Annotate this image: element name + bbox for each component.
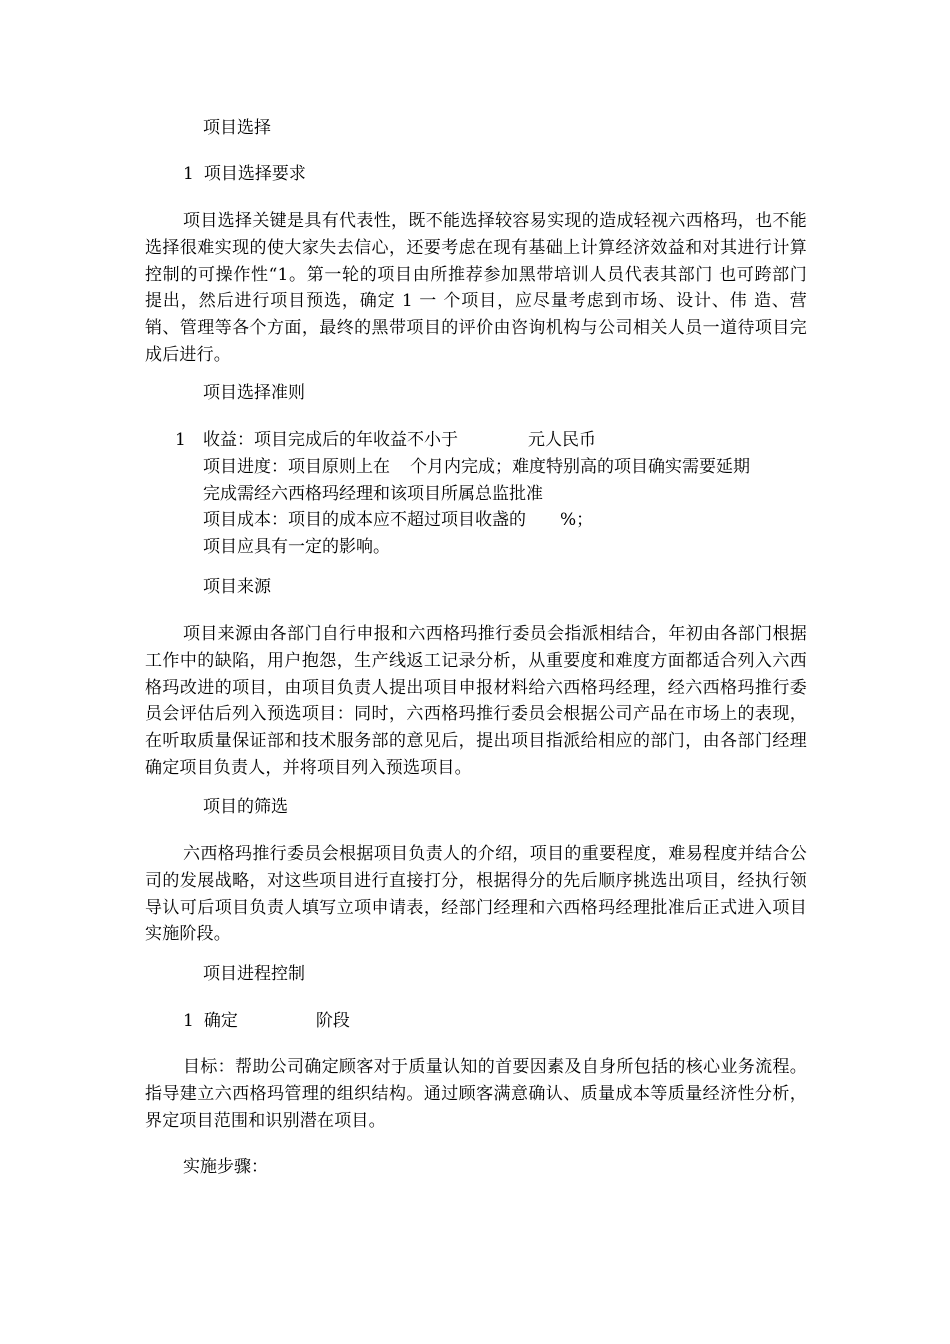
- heading-text: 确定: [203, 1011, 238, 1031]
- criteria-item-revenue: [175, 427, 815, 454]
- criteria-item-cost: [175, 507, 815, 534]
- criteria-text-cont: 个月内完成；难度特别高的项目确实需要延期: [410, 456, 750, 477]
- criteria-number: 1: [175, 430, 186, 450]
- heading-project-selection: 项目选择: [203, 118, 271, 138]
- heading-number: 1: [183, 1011, 194, 1031]
- criteria-unit: 元人民币: [528, 430, 596, 450]
- criteria-list: [175, 427, 815, 561]
- heading-number: 1: [183, 164, 194, 184]
- heading-implementation-steps: 实施步骤：: [183, 1157, 268, 1177]
- heading-project-source: 项目来源: [203, 577, 271, 597]
- heading-text: 项目选择要求: [203, 164, 306, 184]
- criteria-text: 项目进度：项目原则上在: [203, 456, 390, 477]
- paragraph-project-screening: 六西格玛推行委员会根据项目负责人的介绍，项目的重要程度，难易程度并结合公司的发展战略，对这些项目进行直接打分，根据得分的先后顺序挑选出项目，经执行领导认可后项目负责人填写立项申请表，经部门经理和六西格玛经理批准后正式进入项目实施阶段。: [145, 844, 807, 945]
- criteria-text: 收益：项目完成后的年收益不小于: [203, 430, 458, 450]
- paragraph-project-source: 项目来源由各部门自行申报和六西格玛推行委员会指派相结合，年初由各部门根据工作中的缺陷，用户抱怨，生产线返工记录分析，从重要度和难度方面都适合列入六西格玛改进的项目，由项目负责人提出项目申报材料给六西格玛经理，经六西格玛推行委员会评估后列入预选项目：同时，六西格玛推行委员会根据公司产品在市场上的表现，在听取质量保证部和技术服务部的意见后，提出项目指派给相应的部门，由各部门经理确定项目负责人，并将项目列入预选项目。: [145, 624, 807, 778]
- heading-project-screening: 项目的筛选: [203, 797, 288, 817]
- heading-define-phase: [183, 1008, 350, 1034]
- heading-selection-requirements: [183, 161, 306, 187]
- heading-process-control: 项目进程控制: [203, 964, 305, 984]
- heading-text-cont: 阶段: [315, 1011, 350, 1031]
- criteria-item-impact: 项目应具有一定的影响。: [203, 537, 390, 558]
- criteria-item-schedule: [175, 454, 815, 481]
- criteria-text: 项目成本：项目的成本应不超过项目收盏的: [203, 510, 526, 531]
- paragraph-goal: 目标：帮助公司确定顾客对于质量认知的首要因素及自身所包括的核心业务流程。指导建立六西格玛管理的组织结构。通过顾客满意确认、质量成本等质量经济性分析，界定项目范围和识别潜在项目。: [145, 1057, 807, 1131]
- criteria-unit: %；: [560, 510, 594, 531]
- criteria-item-schedule-cont: 完成需经六西格玛经理和该项目所属总监批准: [203, 483, 543, 504]
- heading-selection-criteria: 项目选择准则: [203, 383, 305, 403]
- paragraph-selection-requirements: 项目选择关键是具有代表性，既不能选择较容易实现的造成轻视六西格玛，也不能选择很难实现的使大家失去信心，还要考虑在现有基础上计算经济效益和对其进行计算控制的可操作性“1。第一轮的项目由所推荐参加黑带培训人员代表其部门 也可跨部门 提出，然后进行项目预选，确定 1 一 个项目，应尽量考虑到市场、设计、伟 造、营销、管理等各个方面，最终的黑带项目的评价由咨询机构与公司相关人员一道待项目完成后进行。: [145, 211, 807, 365]
